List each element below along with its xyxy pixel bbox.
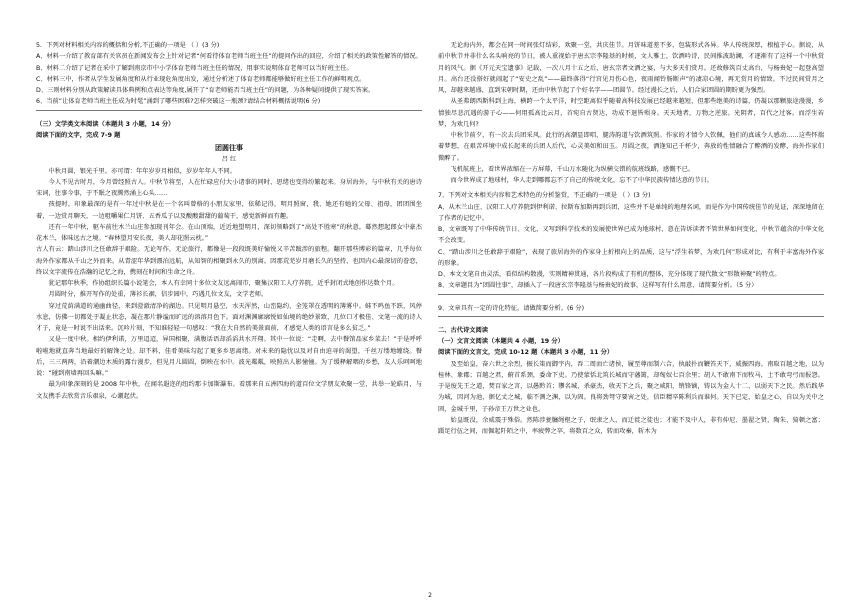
page-number: 2 bbox=[428, 592, 432, 599]
story-paragraph: 中秋节前夕，有一次去兵团采风。此行的高潮显即唱，腿涛韵道与饮酒筑照。作家的才情令人钦佩，他们的真诚令人感动……这些怀揣着梦想，在艰苦环境中成长起来的兵团人后代，心灵美如和田玉。月圆之夜，酒逢知己千杯少，奔放的性情融合了醉酒的发酵，海外作家们微醉了。 bbox=[438, 132, 824, 162]
q5-option-b: B、材料二介绍了记者在采中了解到南京市中小学体育老师当班主任的情况，用事实说明体育老师可以当好班主任。 bbox=[36, 64, 353, 72]
q7-option-a: A、从木兰山庄、汉阳工人疗养院到伊利诺、拉斯布加斯再到兵团，这些并不是单纯的地理名词，而是作为中国传统佳节的见证，深深地留在了作者的记忆中。 bbox=[438, 203, 824, 222]
story-title: 团圆往事 bbox=[215, 144, 243, 152]
question-9: 9、文章具有一定的诗化特征，请做简要分析。(6 分) bbox=[438, 304, 585, 312]
question-5: 5．下列对材料相关内容的概括和分析,不正确的一项是 （ ）(3 分) bbox=[36, 42, 220, 49]
story-paragraph: 孩提时，印象最深的是有一年过中秋是在一个名叫曾格的小朋友家里，依稀记得，明月照窗，我、她还有她的父母、祖母，团团围坐着，一边赏月聊天，一边咀嚼果仁月饼、五香瓜子以及酸酸甜甜的葡萄干，感觉新鲜而有趣。 bbox=[36, 201, 422, 220]
story-paragraph: 犹记那年秋季，作协组织长篇小说笔会，本人有幸同十多位文友远离闹市，聚集汉阳工人疗养院，近乎封闭式地创作达数个月。 bbox=[48, 280, 399, 287]
story-paragraph: 最为印象深刻的是 2008 年中秋，在闻名遐迩的纽约那卡加斯瀑布。看那来自五洲四海的道百位文学朋友欢聚一堂，共举一轮皓月，与文友携手去欣赏音乐艰泉，心潮起伏。 bbox=[36, 381, 422, 400]
q7-option-b: B、文章既写了中华传统节日、文化，又写到科学技术的发展使世界已成为地球村，意在告诉读者不管世界如何变化，中秋节蕴含的中华文化不会改变。 bbox=[438, 226, 824, 245]
answer-line bbox=[36, 110, 422, 119]
q5-option-d: D、三则材料分别从政策解读具体典例和点表达等角度,展开了“育老师能否当班主任”的问题，为各种疑问提供了现实答案。 bbox=[36, 87, 375, 94]
subsection-1-instruction: 阅读下面的文言文，完成 10-12 题（本题共 3 小题，11 分） bbox=[438, 349, 614, 357]
right-column bbox=[438, 40, 824, 437]
answer-line bbox=[438, 316, 824, 325]
story-paragraph: 古人有云：踏山涉川之任敢辞于艰险。无论写作，无论旅行，都像是一段段既美好愉悦又辛苦跋涉的旅程。翻开那些博彩的篇章，几乎每位海外作家都从千山之外而来。从青涩年华到漂泊远航，从知智的相聚到永久的别离。因那荒芜岁月磨长久的坚持，也因内心最深切的眷恋，终以文字流传在浩瀚的记忆之海，携刻在时间和生命之舟。 bbox=[36, 246, 422, 276]
question-7: 7、下列对文本相关内容和艺术特色的分析鉴赏，不正确的一项是 （ ）(3 分) bbox=[438, 192, 651, 200]
story-author: 吕 红 bbox=[221, 156, 237, 164]
section-2-title: 二、古代诗文阅读 bbox=[438, 326, 488, 334]
classical-paragraph: 始皇既没，余威震于殊俗。然陈涉瓮牖绳枢之子，氓隶之人，而迁徙之徒也；才能不及中人，非有仲尼、墨翟之贤，陶朱、猗顿之富；蹑足行伍之间，而倔起阡陌之中，率疲弊之卒，将数百之众，转而攻秦，斩木为 bbox=[438, 416, 824, 435]
story-paragraph: 中秋月圆，银光千里。亦可谓：年年岁岁月相似，岁岁年年人不同。 bbox=[48, 167, 236, 175]
story-paragraph: 又是一度中秋。相约伊利诺，万里迢迢，异国相聚，满腹话语却滔滔共水开翔。其中一位说：“走啊，去中餐馆品家乡菜去！”于是呼呼啦啦地就直奔当地最好的解馋之处。却不料，佳肴美味勾起了更多乡思离绪。对未来的隐忧以及对自由迫寻的渴望，千丝万缕地缠绕。餐后，三三两两，沿着潮边木质的露台漫步，但见月儿圆圆，倒映在水中。波光粼粼，映照出人影憧憧。为了缓释解咽的乡愁，友人乐呵呵地说：“碰到南墙再回头嘛。” bbox=[36, 336, 422, 377]
q7-option-d: D、本文文笔自由灵活，看似结构散漫，实则精神贯通，各片段构成了有机的整体，充分体现了现代散文“形散神聚”的特点。 bbox=[438, 271, 781, 278]
section-3-title: （三）文学类文本阅读（本题共 3 小题，14 分） bbox=[36, 120, 175, 128]
story-paragraph: 飞机航班上，看世界浓缩在一方屏幕，千山万水随化为纵横交错的航班线路，感慨不已。 bbox=[450, 165, 695, 173]
question-8: 8、文章题目为“团圆往事”，却插入了一段唐玄宗李隆基与杨贵妃的故事，这样写有什么用意，请简要分析。（5 分） bbox=[438, 282, 758, 290]
story-paragraph: 从圣弗朗西斯科到上海，横跨一个太平洋，时空距离似乎随着高科技发展已经越来越短，但那些绝美的诗篇，仍凝以那颗旅途漫漫，乡情独尽悲沉遇的游子心——何用孤高比云月，首宛自古贤达，功成不退皆殒身。天天地者，万物之逆旅。光阴者，百代之过客。而浮生若梦，为欢几何? bbox=[438, 98, 824, 128]
story-paragraph: 而今世界成了地球村，华人走到哪都忘不了自己的传统文化，忘不了中华民族传情达意的节日。 bbox=[450, 177, 713, 184]
story-paragraph: 月圆时分，推开写作的处重，薄衫长裾，信步园中，巧遇几位文友，文学老师。 bbox=[48, 291, 268, 299]
left-column bbox=[36, 40, 422, 402]
story-paragraph: 还有一年中秋，驱车前往木兰山庄参加现刊年会。在山顶端，近近地望明月，深切领略到了“高处不胜寒”的秋意。蓦然想起郎女中豪杰花木兰，体味远古之境。“春林望月安长夜，美人却花照云枕。” bbox=[36, 223, 422, 242]
classical-paragraph: 及至始皇，奋六世之余烈，振长策而御宇内，吞二周而亡诸侯，履至尊而制六合，执敲扑而鞭笞天下，威振四海。南取百越之地，以为桂林、象郡；百越之君，俯首系颈，委命下吏。乃使蒙恬北筑长城而守藩篱，却匈奴七百余里；胡人不敢南下而牧马，士不敢弯弓而报怨。于是废先王之道，焚百家之言，以愚黔首；隳名城，杀豪杰，收天下之兵，聚之咸阳，销锋镝，铸以为金人十二，以弱天下之民。然后践华为城，因河为池，据亿丈之城，临不测之渊，以为固。良将劲弩守要害之处，信臣精卒陈利兵而谁何。天下已定，始皇之心，自以为关中之固，金城千里，子孙帝王万世之业也。 bbox=[438, 360, 824, 413]
section-3-instruction: 阅读下面的文字，完成 7-9 题 bbox=[36, 131, 121, 139]
q5-option-c: C、材料三中，作者从学生发展角度和从行业现危角度出发，通过分析述了体育老师都能够做好班主任工作的鲜明观点。 bbox=[36, 75, 366, 83]
answer-line bbox=[438, 294, 824, 303]
q7-option-c: C、“踏山涉川之任敢辞于艰险”，表现了旅居海外的作家身上折根向上的品质，这与“浮生若梦，为欢几何”形成对比，有利于丰富海外作家的形象。 bbox=[438, 248, 824, 267]
question-6: 6、当前“让体育老师当班主任成为时髦”涌到了哪些困难?怎样突破这一瓶颈?请结合材料概括说明(6 分) bbox=[36, 98, 321, 106]
story-paragraph: 穿过荒荫满道的通幽曲径，来到澄澈清净的湖边。只见明月悬空，水天浑然，山峦隐约，全笼罩在透明的薄雾中。蛙不鸣鱼不跃，风停水息，仿佛一切都处于凝止状态，凝在那片静谧而旷远的溶溶月色下。面对渊渊廓廓悦如仙境的绝妙景致，几位口才极佳、文笔一流的诗人才子，竟是一时说不出话来。沉吟片刻，不知谁轻轻一句感叹：“我在大自然的美景面前，才感觉人类的语言是多么贫乏。” bbox=[36, 302, 422, 332]
story-paragraph: 今人不见古时月，今月曾经照古人。中秋节将至，人在忙碌应付大小诸事的同时，思绪也变得纷繁起来。身居海外，与中秋有关的唐诗宋词，往事今事，于不眠之夜腾然涌上心头…… bbox=[36, 178, 422, 197]
subsection-1-title: （一）文言文阅读（本题共 4 小题，19 分） bbox=[438, 338, 564, 345]
story-paragraph: 无论海内外，都会在同一时间张灯结彩，欢聚一堂，共庆佳节。月饼味道差不多，包装形式各异。华人传统深厚，根植于心。据说，从前中秋节并非什么名头响亮的节日，被人重视始于唐玄宗李隆基的时候，文人雅士，饮酒吟诗，民间推波助澜，才逐渐有了这样一个中秋赏月的风气。据《开元天宝遗事》记载，一次八月十五之后，唐玄宗者文酒之宴，与大多天们赏月。还故修筑百丈高台，与杨贵妃一起登高望月。高台还没搭好就闹起了“安史之乱”——最终落得“行宫见月伤心色，夜雨闻铃肠断声”的凄凉心境，再无赏月的情致。不过民间赏月之风，却越来越盛，直到宋朝时期，还由中秋节起了个好名字——团圆节。经过漫长之后，人们合家团圆的期盼更为强烈。 bbox=[438, 42, 824, 94]
q5-option-a: A、材料一介绍了教育部有关官员在新闻发布会上针对记者“何看待体育老师当班主任”的提问作出的回应，介绍了相关的政策性解答的情况。 bbox=[36, 53, 422, 61]
